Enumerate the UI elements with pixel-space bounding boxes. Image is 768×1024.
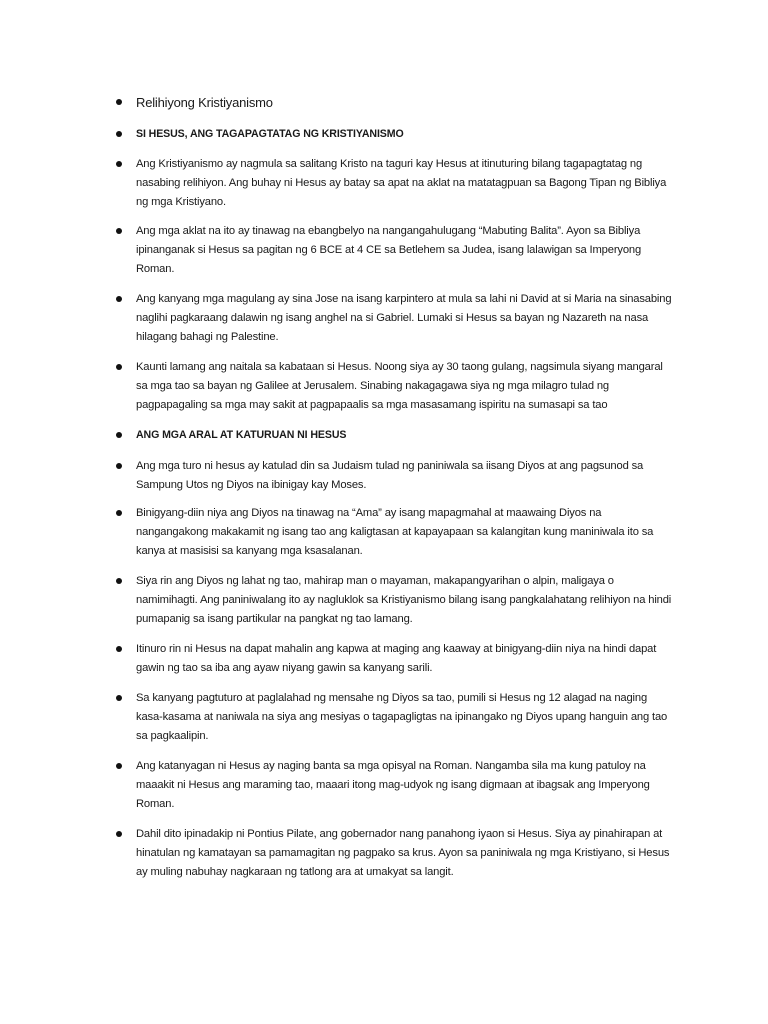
bullet-icon [116,510,122,516]
bullet-icon [116,99,122,105]
bullet-icon [116,296,122,302]
bullet-icon [116,228,122,234]
paragraph: Itinuro rin ni Hesus na dapat mahalin ang kapwa at maging ang kaaway at binigyang-diin niya na hindi dapat gawin ng tao sa iba ang ayaw niyang gawin sa kanyang sarili. [136,643,657,674]
bullet-icon [116,131,122,137]
paragraph: Ang mga aklat na ito ay tinawag na ebangbelyo na nangangahulugang “Mabuting Balita”. Ayon sa Bibliya ipinanganak si Hesus sa pagitan ng 6 BCE at 4 CE sa Betlehem sa Judea, isang lalawigan sa Imperyong Roman. [136,225,642,275]
bullet-icon [116,463,122,469]
bullet-icon [116,763,122,769]
paragraph: Dahil dito ipinadakip ni Pontius Pilate, ang gobernador nang panahong iyaon si Hesus. Siya ay pinahirapan at hinatulan ng kamatayan sa pamamagitan ng pagpako sa krus. Ayon sa paniniwala ng mga Kristiyano, si Hesus ay muling nabuhay nagkaraan ng tatlong ara at umakyat sa langit. [136,828,670,878]
bullet-icon [116,432,122,438]
paragraph: Ang kanyang mga magulang ay sina Jose na isang karpintero at mula sa lahi ni David at si Maria na sinasabing naglihi pagkaraang dalawin ng isang anghel na si Gabriel. Lumaki si Hesus sa bayan ng Nazareth na nasa hilagang bahagi ng Palestine. [136,293,672,343]
paragraph: Sa kanyang pagtuturo at paglalahad ng mensahe ng Diyos sa tao, pumili si Hesus ng 12 alagad na naging kasa-kasama at naniwala na siya ang mesiyas o tagapagligtas na ipinangako ng Diyos upang hanguin ang tao sa pagkaalipin. [136,692,668,742]
bullet-icon [116,695,122,701]
paragraph: Kaunti lamang ang naitala sa kabataan si Hesus. Noong siya ay 30 taong gulang, nagsimula siyang mangaral sa mga tao sa bayan ng Galilee at Jerusalem. Sinabing nakagagawa siya ng mga milagro tulad ng pagpapagaling sa mga may sakit at pagpapaalis sa mga masasamang ispiritu na sumasapi sa tao [136,361,663,411]
paragraph: Ang Kristiyanismo ay nagmula sa salitang Kristo na taguri kay Hesus at itinuturing bilang tagapagtatag ng nasabing relihiyon. Ang buhay ni Hesus ay batay sa apat na aklat na matatagpuan sa Bagong Tipan ng Bibliya ng mga Kristiyano. [136,158,667,208]
paragraph: Ang mga turo ni hesus ay katulad din sa Judaism tulad ng paniniwala sa iisang Diyos at ang pagsunod sa Sampung Utos ng Diyos na ibinigay kay Moses. [136,460,644,491]
bullet-icon [116,161,122,167]
paragraph: Binigyang-diin niya ang Diyos na tinawag na “Ama” ay isang mapagmahal at maawaing Diyos na nangangakong makakamit ng isang tao ang kaligtasan at kapayapaan sa kalangitan kung maniniwala ito sa kanya at masisisi sa kanyang mga ksasalanan. [136,507,654,557]
section-heading: ANG MGA ARAL AT KATURUAN NI HESUS [136,429,347,441]
document-title: Relihiyong Kristiyanismo [136,95,273,110]
section-heading: SI HESUS, ANG TAGAPAGTATAG NG KRISTIYANISMO [136,128,404,140]
bullet-icon [116,646,122,652]
bullet-icon [116,578,122,584]
bullet-icon [116,831,122,837]
paragraph: Ang katanyagan ni Hesus ay naging banta sa mga opisyal na Roman. Nangamba sila ma kung patuloy na maaakit ni Hesus ang maraming tao, maaari itong mag-udyok ng isang digmaan at ibagsak ang Imperyong Roman. [136,760,650,810]
bullet-icon [116,364,122,370]
paragraph: Siya rin ang Diyos ng lahat ng tao, mahirap man o mayaman, makapangyarihan o alpin, maligaya o namimihagti. Ang paniniwalang ito ay nagluklok sa Kristiyanismo bilang isang pangkalahatang relihiyon na hindi pumapanig sa isang partikular na pangkat ng tao lamang. [136,575,672,625]
